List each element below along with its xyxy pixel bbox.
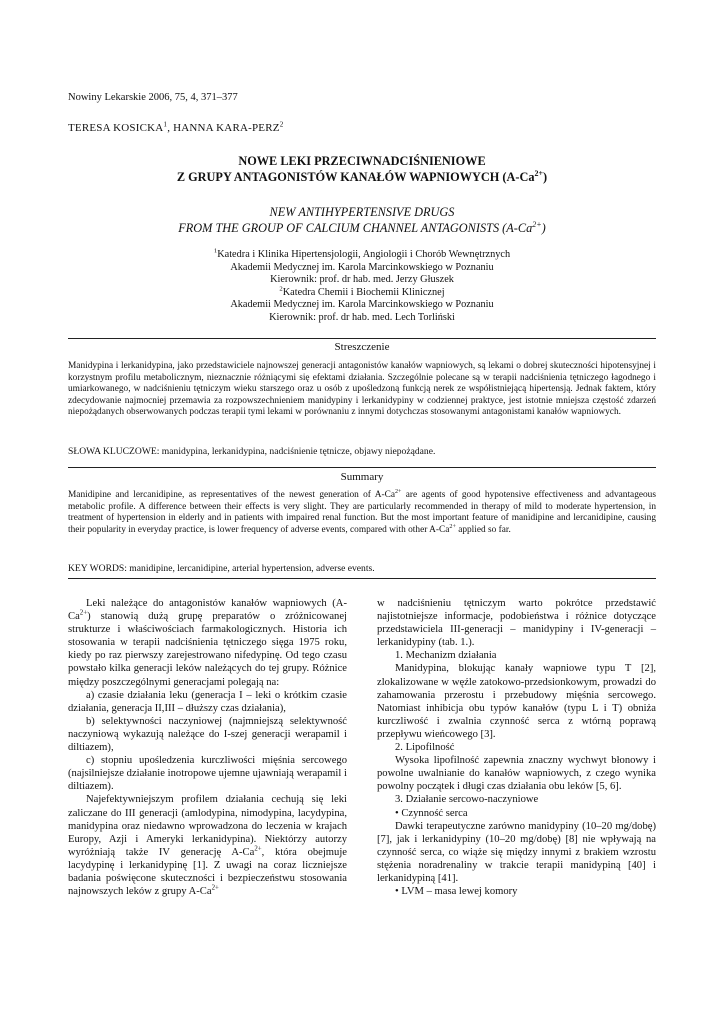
list-item: c) stopniu upośledzenia kurczliwości mięśnia sercowego (najsilniejsze działanie inotropowe ujemne ujawniają werapamil i diltiazem).: [68, 755, 347, 793]
title-line: [68, 220, 656, 236]
section-heading: 3. Działanie sercowo-naczyniowe: [395, 794, 539, 806]
body-paragraph: [68, 793, 347, 898]
abstract-paragraph: [68, 490, 656, 536]
body-text: Leki należące do antagonistów kanałów wapniowych (A-Ca: [68, 598, 347, 623]
affiliation-marker: 2: [279, 285, 283, 293]
body-column-left: [68, 597, 347, 898]
title-line: NEW ANTIHYPERTENSIVE DRUGS: [269, 205, 455, 219]
list-item: a) czasie działania leku (generacja I – leki o krótkim czasie działania, generacja II,III – dłuższy czas działania),: [68, 689, 347, 714]
title-text: FROM THE GROUP OF CALCIUM CHANNEL ANTAGONISTS (A-Ca: [178, 221, 533, 235]
title-text: ): [541, 221, 546, 235]
affiliation-marker: 1: [163, 120, 168, 129]
summary-segment: are agents of good hypotensive effectiveness and advantageous metabolic profile. A difference between their effects is very slight. They are particularly recommended in therapy of mild to moderate hypertension, in treatment of hypertension in elderly and in patients with impaired renal function. But the most important feature of manidipine and lercanidipine, causing their popularity in everyday practice, is lower frequency of adverse events, compared with other A-Ca: [68, 490, 656, 535]
title-text: Z GRUPY ANTAGONISTÓW KANAŁÓW WAPNIOWYCH (A-Ca: [176, 170, 535, 184]
body-paragraph: Wysoka lipofilność zapewnia znaczny wychwyt błonowy i powolne uwalnianie do kanałów wapniowych, z czego wynika powolny początek i długi czas działania obu leków [5, 6].: [377, 755, 656, 793]
affiliation-line: Akademii Medycznej im. Karola Marcinkowskiego w Poznaniu: [230, 299, 494, 311]
affiliation-marker: 2: [279, 120, 284, 129]
title-english: [68, 204, 656, 236]
superscript: 2+: [534, 168, 544, 178]
summary-segment: Manidipine and lercanidipine, as representatives of the newest generation of A-Ca: [68, 490, 395, 500]
affiliation-marker: 1: [213, 247, 218, 255]
summary-segment: applied so far.: [455, 524, 511, 535]
title-text: ): [543, 170, 548, 184]
subsection-heading: • Czynność serca: [395, 807, 468, 819]
affiliation-line: [68, 249, 656, 262]
superscript: 2+: [79, 609, 88, 617]
section-heading: 1. Mechanizm działania: [395, 650, 497, 662]
divider: [68, 467, 656, 468]
superscript: 2+: [532, 219, 542, 229]
superscript: 2+: [449, 523, 456, 530]
journal-reference: Nowiny Lekarskie 2006, 75, 4, 371–377: [68, 92, 238, 103]
body-paragraph: [68, 597, 347, 689]
title-line: NOWE LEKI PRZECIWNADCIŚNIENIOWE: [238, 154, 486, 168]
body-text: , która obejmuje lacydypinę i lerkanidypinę [1]. Z uwagi na coraz liczniejsze badania poświęcone skuteczności i bezpieczeństwu stosowania najnowszych leków z grupy A-Ca: [68, 846, 347, 898]
abstract-paragraph: Manidypina i lerkanidypina, jako przedstawiciele najnowszej generacji antagonistów kanałów wapniowych, są lekami o dobrej skuteczności hipotensyjnej i korzystnym profilu metabolicznym, nieznacznie różniącymi się efektami działania. Szczególnie polecane są w terapii nadciśnienia tętniczego łagodnego i umiarkowanego, w nadciśnieniu tętniczym wieku starszego oraz u osób z upośledzoną funkcją nerek ze współistniejącą hipertensją. Jednak faktem, który zdecydowanie najmocniej przemawia za rozpowszechnieniem manidypiny i lerkanidypiny w codziennej praktyce, jest istotnie mniejsza częstość zdarzeń niepożądanych obserwowanych podczas terapii tymi lekami w porównaniu z innymi dotychczas stosowanymi antagonistami kanałów wapniowych.: [68, 361, 656, 417]
streszczenie-heading: Streszczenie: [334, 341, 390, 353]
affiliations: [68, 249, 656, 325]
body-column-right: [377, 597, 656, 898]
affiliation-line: Akademii Medycznej im. Karola Marcinkowskiego w Poznaniu: [230, 261, 494, 273]
author-name: HANNA KARA-PERZ: [173, 122, 280, 134]
keywords-polish: SŁOWA KLUCZOWE: manidypina, lerkanidypina, nadciśnienie tętnicze, objawy niepożądane.: [68, 446, 436, 457]
body-text: Najefektywniejszym profilem działania cechują się leki zaliczane do III generacji (amlodypina, nimodypina, lacydypina, manidypina oraz niedawno wprowadzona do leczenia w krajach Europy, Azji i Ameryki lerkanidypina). Niektórzy autorzy wyróżniają także IV generację A-Ca: [68, 794, 347, 858]
superscript: 2+: [211, 884, 219, 892]
body-paragraph: Dawki terapeutyczne zarówno manidypiny (10–20 mg/dobę) [7], jak i lerkanidypiny (10–20 mg/dobę) [8] nie wpływają na czynność serca, co wiąże się między innymi z brakiem wzrostu stężenia noradrenaliny w trakcie terapii manidypiną [40] i lerkanidypiną [41].: [377, 820, 656, 884]
affiliation-line: Kierownik: prof. dr hab. med. Jerzy Głuszek: [270, 274, 454, 286]
list-item: b) selektywności naczyniowej (najmniejszą selektywność naczyniową wykazują należące do I-szej generacji werapamil i diltiazem),: [68, 715, 347, 754]
affiliation-line: Kierownik: prof. dr hab. med. Lech Torliński: [269, 311, 455, 323]
title-polish: [68, 153, 656, 185]
author-name: TERESA KOSICKA: [68, 122, 164, 134]
summary-text: [68, 490, 656, 536]
streszczenie-text: [68, 361, 656, 419]
summary-heading: Summary: [340, 471, 384, 483]
superscript: 2+: [394, 488, 402, 495]
author-line: [68, 122, 283, 134]
superscript: 2+: [254, 845, 262, 853]
body-paragraph: Manidypina, blokując kanały wapniowe typu T [2], zlokalizowane w węźle zatokowo-przedsionkowym, prowadzi do zahamowania przerostu i przebudowy mięśnia sercowego. Natomiast inhibicja obu typów kanałów (typu L i T) obniża kurczliwość i zwalnia czynność serca z wtórną poprawą przepływu wieńcowego [3].: [377, 663, 656, 740]
author-separator: ,: [167, 122, 174, 134]
body-text: ) stanowią dużą grupę preparatów o zróżnicowanej strukturze i właściwościach farmakologicznych. Historia ich stosowania w terapii nadciśnienia tętniczego sięga 1975 roku, kiedy po raz pierwszy zarejestrowano nifedypinę. Od tego czasu powstało kilka generacji leków należących do tej grupy. Różnice między poszczególnymi generacjami polegają na:: [68, 611, 347, 688]
body-paragraph: w nadciśnieniu tętniczym warto pokrótce przedstawić najistotniejsze informacje, podobieństwa i różnice dotyczące przedstawiciela III-generacji – manidypiny i IV-generacji – lerkanidypiny (tab. 1.).: [377, 598, 656, 649]
affiliation-line: [68, 287, 656, 300]
divider: [68, 578, 656, 579]
affiliation-text: Katedra i Klinika Hipertensjologii, Angiologii i Chorób Wewnętrznych: [217, 249, 511, 260]
subsection-heading: • LVM – masa lewej komory: [395, 886, 518, 898]
divider: [68, 338, 656, 339]
section-heading: 2. Lipofilność: [395, 742, 455, 754]
title-line: [68, 169, 656, 185]
affiliation-text: Katedra Chemii i Biochemii Klinicznej: [282, 286, 445, 298]
keywords-english: KEY WORDS: manidipine, lercanidipine, arterial hypertension, adverse events.: [68, 563, 375, 574]
